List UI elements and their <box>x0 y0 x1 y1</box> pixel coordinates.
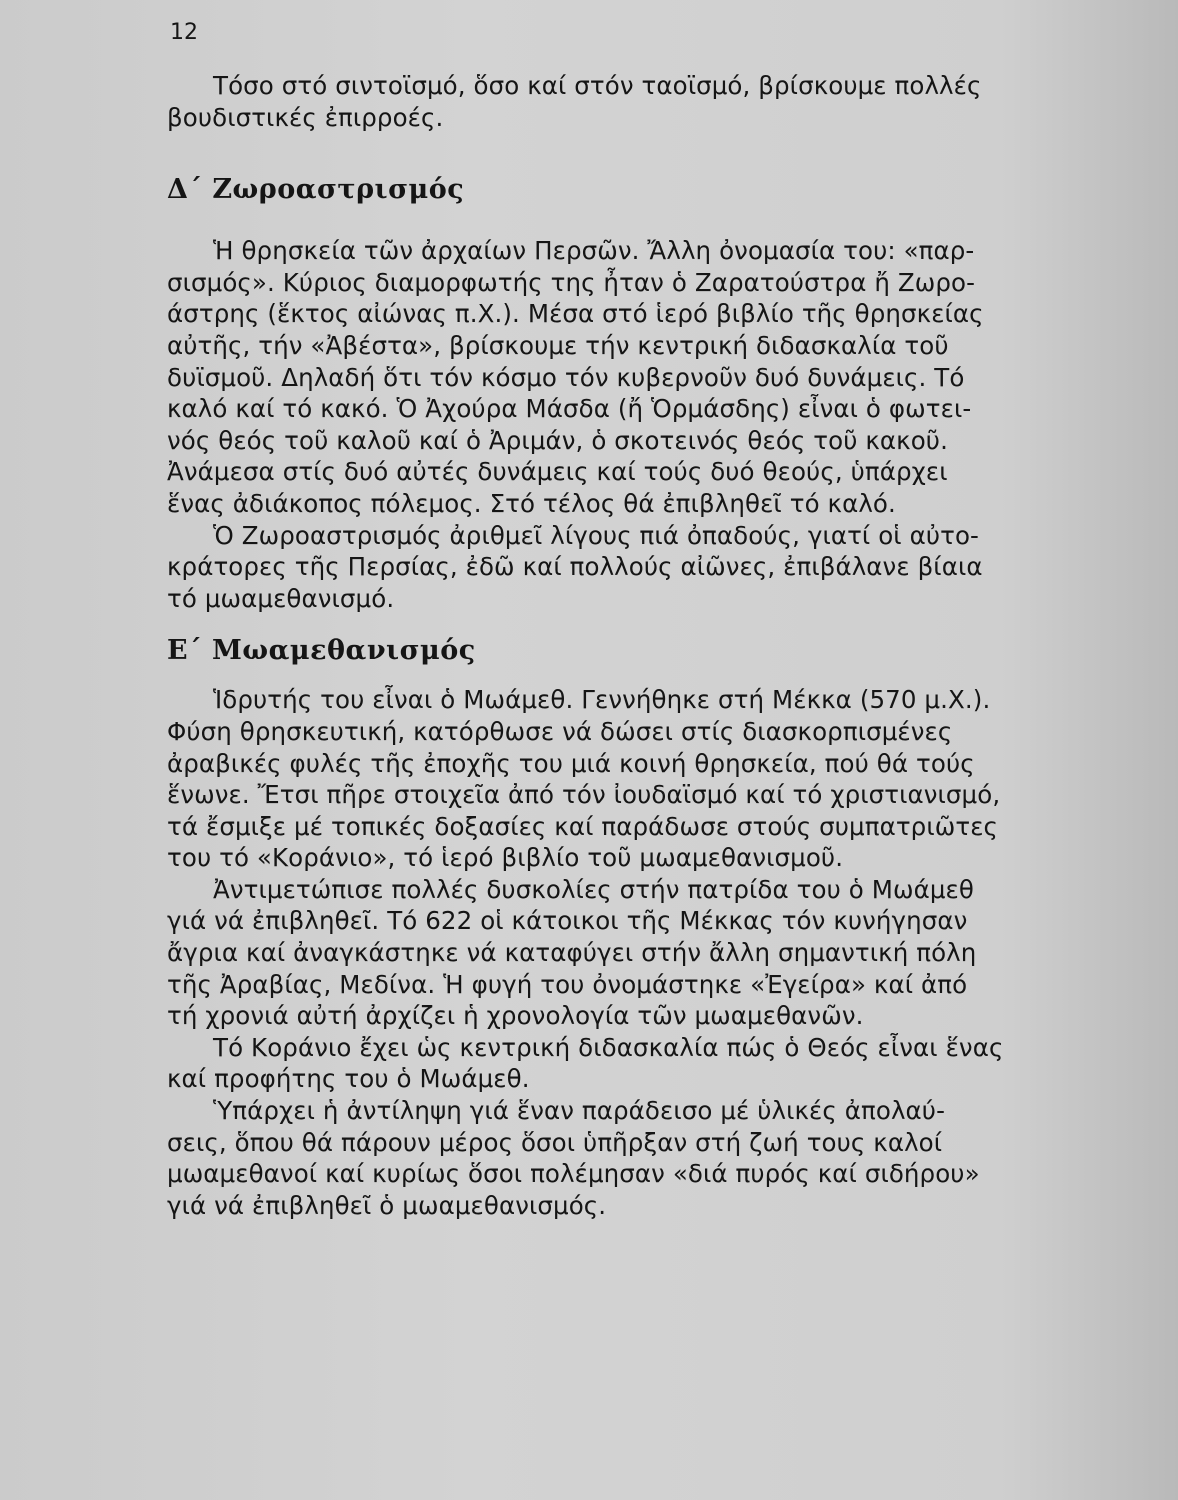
text-line: σεις, ὅπου θά πάρουν μέρος ὅσοι ὑπῆρξαν στή ζωή τους καλοί <box>167 1127 943 1157</box>
text-line: βουδιστικές ἐπιρροές. <box>167 102 444 132</box>
section-body-zoroastrianism <box>167 235 1061 614</box>
text-line: Ἀντιμετώπισε πολλές δυσκολίες στήν πατρίδα του ὁ Μωάμεθ <box>213 874 974 904</box>
section-heading-zoroastrianism: Δ΄ Ζωροαστρισμός <box>167 174 465 206</box>
text-line: Φύση θρησκευτική, κατόρθωσε νά δώσει στίς διασκορπισμένες <box>167 716 953 746</box>
text-line: τή χρονιά αὐτή ἀρχίζει ἡ χρονολογία τῶν μωαμεθανῶν. <box>167 1001 864 1031</box>
text-line: Ἡ θρησκεία τῶν ἀρχαίων Περσῶν. Ἄλλη ὀνομασία του: «παρ- <box>213 236 975 266</box>
intro-paragraph <box>167 70 1061 133</box>
text-line: Ὑπάρχει ἡ ἀντίληψη γιά ἕναν παράδεισο μέ ὑλικές ἀπολαύ- <box>213 1096 946 1126</box>
text-line: ἄγρια καί ἀναγκάστηκε νά καταφύγει στήν ἄλλη σημαντική πόλη <box>167 938 977 968</box>
text-line: τῆς Ἀραβίας, Μεδίνα. Ἡ φυγή του ὀνομάστηκε «Ἐγείρα» καί ἀπό <box>167 969 968 999</box>
text-line: αὐτῆς, τήν «Ἀβέστα», βρίσκουμε τήν κεντρική διδασκαλία τοῦ <box>167 330 949 360</box>
text-line: γιά νά ἐπιβληθεῖ ὁ μωαμεθανισμός. <box>167 1190 607 1220</box>
text-line: ἕνωνε. Ἔτσι πῆρε στοιχεῖα ἀπό τόν ἰουδαϊσμό καί τό χριστιανισμό, <box>167 780 1001 810</box>
text-line: Ἀνάμεσα στίς δυό αὐτές δυνάμεις καί τούς δυό θεούς, ὑπάρχει <box>167 457 948 487</box>
text-line: καί προφήτης του ὁ Μωάμεθ. <box>167 1064 530 1094</box>
text-line: Ὁ Ζωροαστρισμός ἀριθμεῖ λίγους πιά ὀπαδούς, γιατί οἱ αὐτο- <box>213 520 979 550</box>
text-line: νός θεός τοῦ καλοῦ καί ὁ Ἀριμάν, ὁ σκοτεινός θεός τοῦ κακοῦ. <box>167 425 948 455</box>
text-line: καλό καί τό κακό. Ὁ Ἀχούρα Μάσδα (ἤ Ὁρμάσδης) εἶναι ὁ φωτει- <box>167 394 972 424</box>
page-number: 12 <box>170 20 198 45</box>
text-line: άστρης (ἕκτος αἰώνας π.Χ.). Μέσα στό ἱερό βιβλίο τῆς θρησκείας <box>167 299 984 329</box>
text-line: δυϊσμοῦ. Δηλαδή ὅτι τόν κόσμο τόν κυβερνοῦν δυό δυνάμεις. Τό <box>167 362 965 392</box>
page-content <box>167 70 1061 1221</box>
text-line: ἀραβικές φυλές τῆς ἐποχῆς του μιά κοινή θρησκεία, πού θά τούς <box>167 748 975 778</box>
text-line: κράτορες τῆς Περσίας, ἐδῶ καί πολλούς αἰῶνες, ἐπιβάλανε βίαια <box>167 552 983 582</box>
text-line: Τό Κοράνιο ἔχει ὡς κεντρική διδασκαλία πώς ὁ Θεός εἶναι ἕνας <box>213 1032 1004 1062</box>
text-line: σισμός». Κύριος διαμορφωτής της ἦταν ὁ Ζαρατούστρα ἤ Ζωρο- <box>167 267 976 297</box>
text-line: γιά νά ἐπιβληθεῖ. Τό 622 οἱ κάτοικοι τῆς Μέκκας τόν κυνήγησαν <box>167 906 968 936</box>
text-line: του τό «Κοράνιο», τό ἱερό βιβλίο τοῦ μωαμεθανισμοῦ. <box>167 843 844 873</box>
text-line: μωαμεθανοί καί κυρίως ὅσοι πολέμησαν «διά πυρός καί σιδήρου» <box>167 1159 980 1189</box>
text-line: ἕνας ἀδιάκοπος πόλεμος. Στό τέλος θά ἐπιβληθεῖ τό καλό. <box>167 488 896 518</box>
text-line: τά ἔσμιξε μέ τοπικές δοξασίες καί παράδωσε στούς συμπατριῶτες <box>167 811 999 841</box>
text-line: Ἱδρυτής του εἶναι ὁ Μωάμεθ. Γεννήθηκε στή Μέκκα (570 μ.Χ.). <box>213 685 991 715</box>
text-line: Τόσο στό σιντοϊσμό, ὅσο καί στόν ταοϊσμό, βρίσκουμε πολλές <box>213 71 982 100</box>
text-line: τό μωαμεθανισμό. <box>167 583 395 613</box>
section-heading-islam: Ε΄ Μωαμεθανισμός <box>167 635 476 667</box>
section-body-islam <box>167 684 1061 1221</box>
